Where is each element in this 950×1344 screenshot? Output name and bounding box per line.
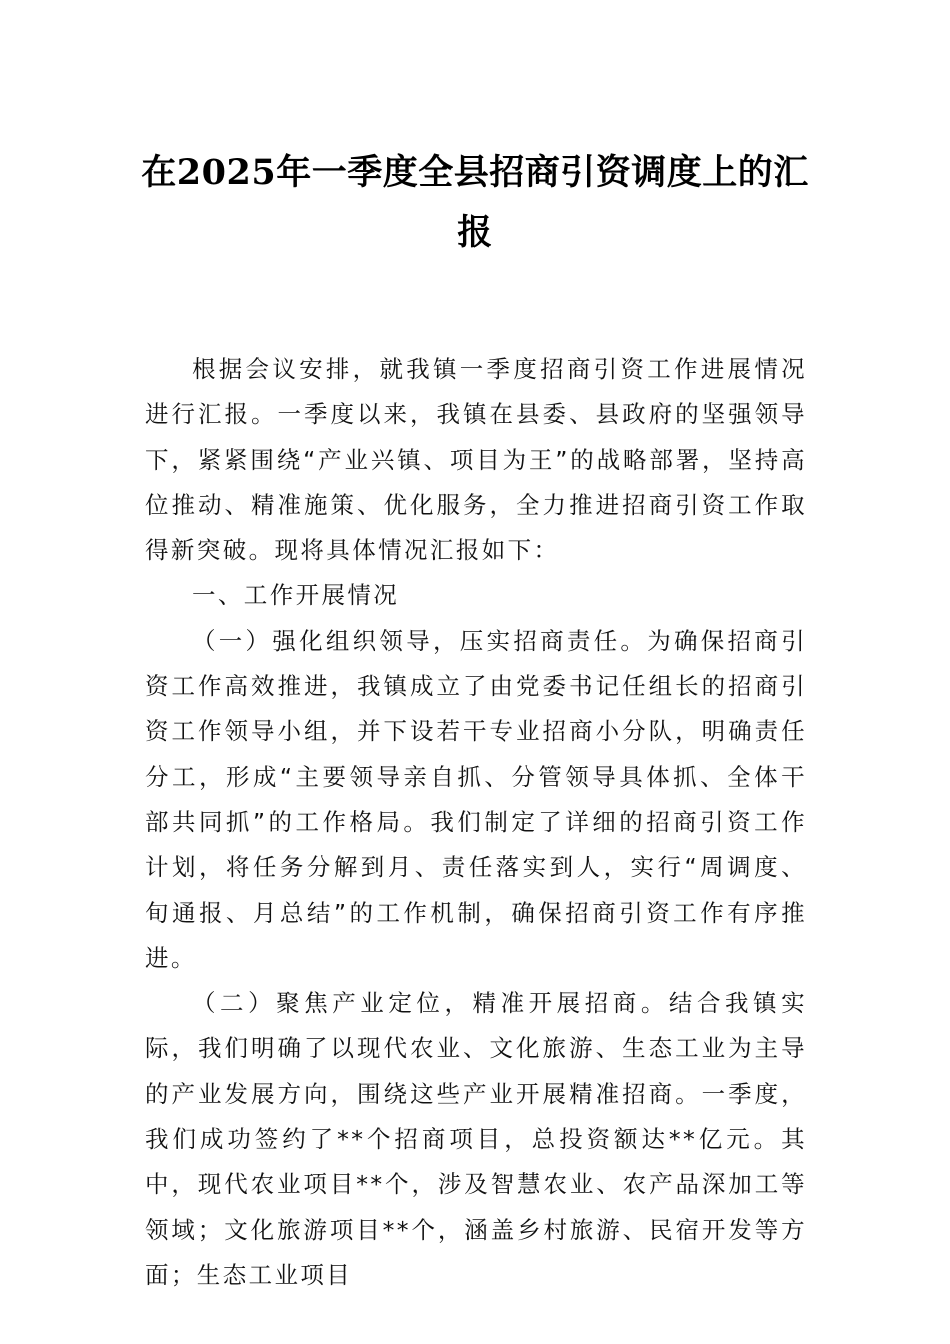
section-heading: 一、工作开展情况 (192, 581, 400, 610)
intro-paragraph: 根据会议安排，就我镇一季度招商引资工作进展情况进行汇报。一季度以来，我镇在县委、县政府的坚强领导下，紧紧围绕“产业兴镇、项目为王”的战略部署，坚持高位推动、精准施策、优化服务，全力推进招商引资工作取得新突破。现将具体情况汇报如下： (145, 355, 807, 565)
item-one-body: 为确保招商引资工作高效推进，我镇成立了由党委书记任组长的招商引资工作领导小组，并下设若干专业招商小分队，明确责任分工，形成“主要领导亲自抓、分管领导具体抓、全体干部共同抓”的工作格局。我们制定了详细的招商引资工作计划，将任务分解到月、责任落实到人，实行“周调度、旬通报、月总结”的工作机制，确保招商引资工作有序推进。 (145, 626, 807, 972)
item-two-body: 结合我镇实际，我们明确了以现代农业、文化旅游、生态工业为主导的产业发展方向，围绕这些产业开展精准招商。一季度，我们成功签约了**个招商项目，总投资额达**亿元。其中，现代农业项目**个，涉及智慧农业、农产品深加工等领域；文化旅游项目**个，涵盖乡村旅游、民宿开发等方面；生态工业项目 (145, 989, 807, 1289)
item-one-paragraph (145, 619, 807, 981)
item-one-lead: （一）强化组织领导，压实招商责任。 (192, 626, 648, 655)
document-body (145, 347, 807, 1298)
item-two-paragraph (145, 981, 807, 1298)
document-title: 在2025年一季度全县招商引资调度上的汇报 (141, 152, 809, 253)
item-two-lead: （二）聚焦产业定位，精准开展招商。 (192, 989, 669, 1018)
